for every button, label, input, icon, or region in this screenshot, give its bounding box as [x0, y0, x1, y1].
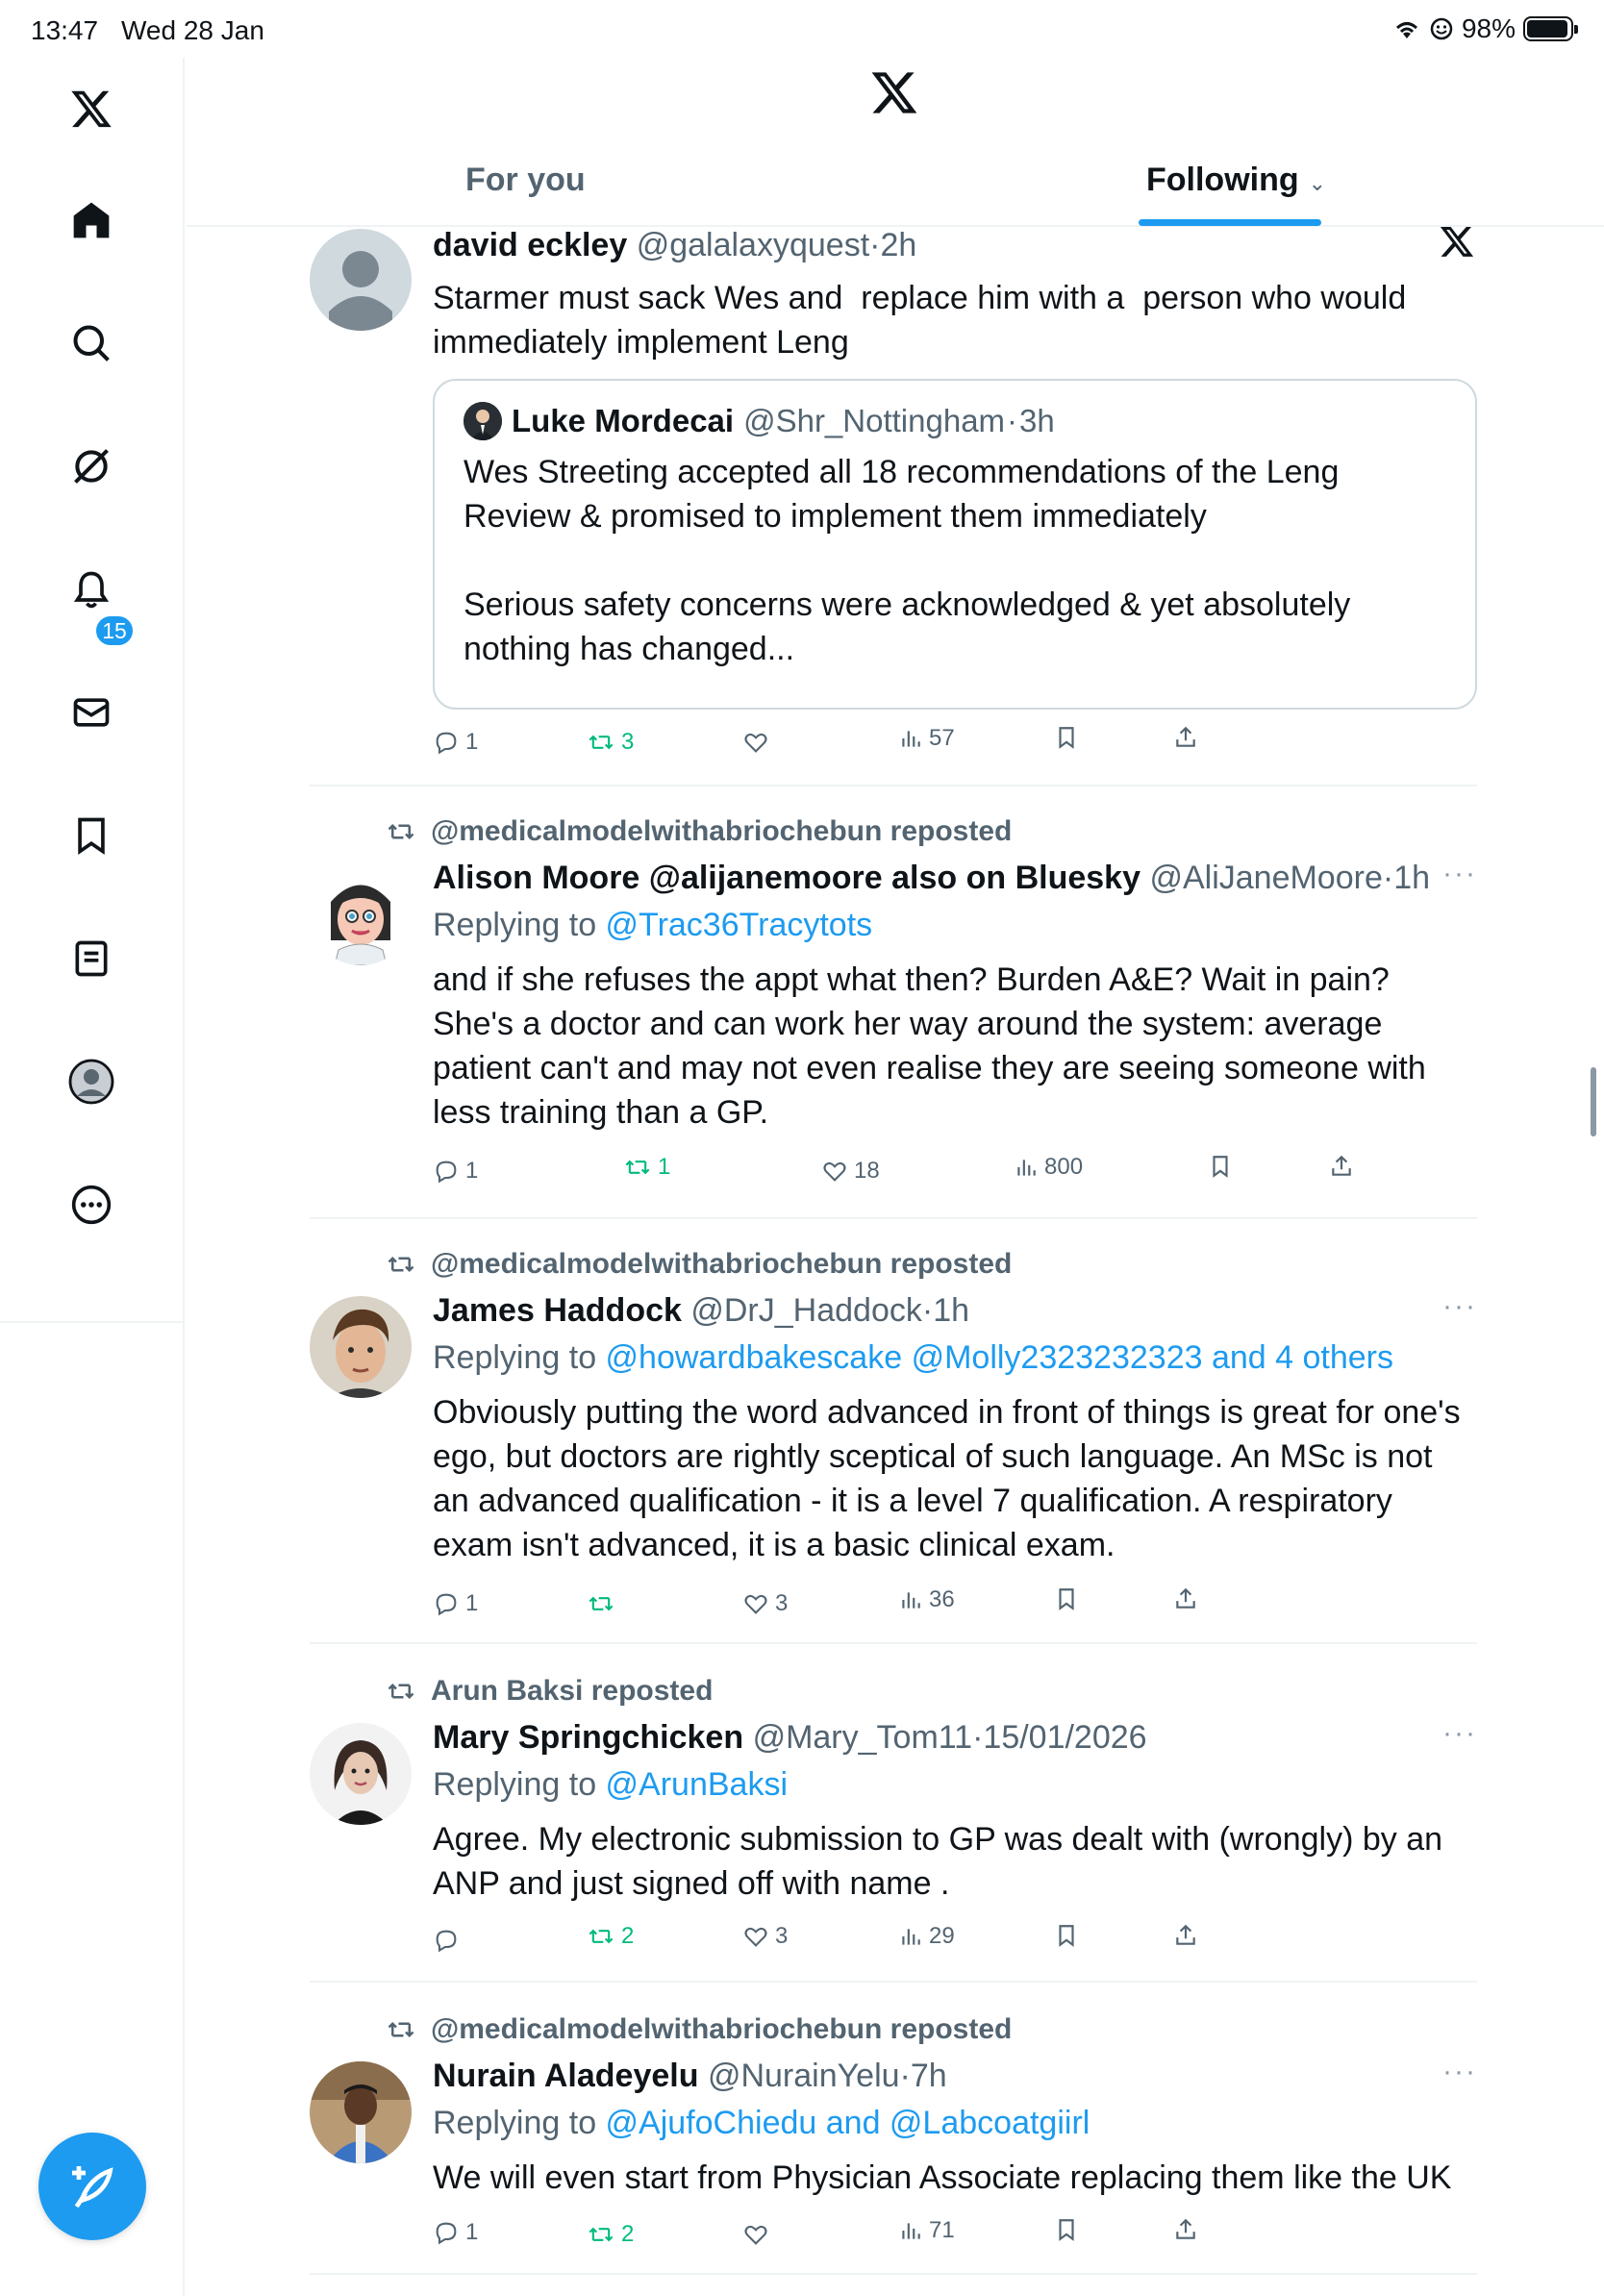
tweet-divider: [310, 785, 1477, 786]
bookmark-button[interactable]: [1054, 1586, 1079, 1611]
avatar[interactable]: [310, 1723, 412, 1825]
author-line: [433, 2058, 1477, 2095]
replying-prefix: Replying to: [433, 907, 606, 943]
messages-icon[interactable]: [63, 685, 119, 740]
views-count: 800: [1044, 1154, 1084, 1180]
reply-icon: [433, 729, 460, 756]
replying-to-link[interactable]: @Trac36Tracytots: [605, 907, 873, 943]
heart-icon: [821, 1158, 848, 1185]
x-header-logo-icon: [869, 67, 919, 122]
reply-icon: [433, 1590, 460, 1617]
tweet-card[interactable]: [310, 227, 1477, 785]
more-options-icon[interactable]: ···: [1442, 1290, 1477, 1322]
like-button[interactable]: [742, 1590, 788, 1617]
quoted-author-handle: @Shr_Nottingham: [743, 403, 1006, 438]
active-tab-indicator: [1139, 219, 1321, 226]
repost-small-icon: [385, 817, 417, 846]
chevron-down-icon: ⌄: [1308, 171, 1327, 195]
tab-for-you[interactable]: [465, 162, 586, 199]
bookmark-icon: [1054, 2217, 1079, 2242]
replying-to: [433, 1339, 1477, 1377]
close-icon[interactable]: [1439, 223, 1475, 264]
reply-count: 1: [465, 729, 479, 755]
author-line: [433, 1292, 1477, 1330]
repost-button[interactable]: [587, 2221, 634, 2248]
views-icon: [898, 2218, 923, 2243]
compose-feather-icon: [65, 2159, 119, 2213]
share-button[interactable]: [1173, 1923, 1198, 1948]
replying-to-link[interactable]: @AjufoChiedu and @Labcoatgiirl: [605, 2105, 1090, 2141]
share-icon: [1173, 2217, 1198, 2242]
heart-icon: [742, 729, 769, 756]
views-button[interactable]: [898, 2217, 955, 2244]
tweet-card[interactable]: [310, 2013, 1477, 2283]
reply-count: 1: [465, 1158, 479, 1184]
reply-icon: [433, 2219, 460, 2246]
lists-icon[interactable]: [63, 931, 119, 986]
repost-button[interactable]: [623, 1154, 670, 1181]
scrollbar-thumb[interactable]: [1591, 1067, 1596, 1136]
share-icon: [1329, 1154, 1354, 1179]
tweet-time: 1h: [1393, 860, 1431, 896]
search-icon[interactable]: [63, 315, 119, 371]
repost-button[interactable]: [587, 729, 634, 756]
dot-separator: ·: [921, 1292, 934, 1329]
status-bar: [0, 0, 1604, 58]
share-button[interactable]: [1329, 1154, 1354, 1179]
author-line: [433, 227, 1477, 264]
repost-small-icon: [385, 1677, 417, 1706]
bookmark-button[interactable]: [1208, 1154, 1233, 1179]
tweet-actions: [433, 1923, 1477, 1965]
heart-icon: [742, 1923, 769, 1950]
repost-icon: [623, 1154, 652, 1181]
bookmark-icon: [1054, 725, 1079, 750]
tweet-time: 1h: [933, 1292, 970, 1329]
profile-icon[interactable]: [63, 1054, 119, 1110]
more-icon[interactable]: [63, 1177, 119, 1233]
notification-count-badge: 15: [94, 614, 135, 647]
author-handle[interactable]: @Mary_Tom11: [752, 1719, 973, 1756]
avatar[interactable]: [310, 1296, 412, 1398]
bookmark-icon: [1208, 1154, 1233, 1179]
quoted-avatar: [464, 402, 502, 440]
like-count: 3: [775, 1923, 789, 1949]
like-button[interactable]: [742, 2221, 775, 2248]
tweet-actions: [433, 2219, 1477, 2258]
reply-button[interactable]: [433, 2219, 478, 2246]
views-button[interactable]: [1014, 1154, 1083, 1181]
tweet-text: Obviously putting the word advanced in front of things is great for one's ego, but doctors are rightly sceptical of such language. An MSc is not an advanced qualification - it is a level 7 qualification. A respiratory exam isn't advanced, it is a basic clinical exam.: [433, 1394, 1470, 1563]
share-icon: [1173, 1586, 1198, 1611]
repost-count: 1: [658, 1154, 671, 1180]
like-count: 3: [775, 1590, 789, 1616]
repost-attribution: [385, 1248, 1012, 1281]
replying-prefix: Replying to: [433, 1766, 606, 1803]
author-handle[interactable]: @AliJaneMoore: [1149, 860, 1383, 896]
author-name[interactable]: Mary Springchicken: [433, 1719, 744, 1756]
grok-icon[interactable]: [63, 438, 119, 494]
quoted-text: Wes Streeting accepted all 18 recommendations of the Leng Review & promised to implement them immediately Serious safety concerns were acknowledged & yet absolutely nothing has changed...: [464, 454, 1351, 667]
home-icon[interactable]: [63, 192, 119, 248]
status-time: 13:47: [31, 15, 99, 45]
heart-icon: [742, 2221, 769, 2248]
dot-separator: ·: [869, 227, 881, 263]
share-icon: [1173, 1923, 1198, 1948]
like-button[interactable]: [742, 729, 775, 756]
tweet-actions: [433, 1586, 1477, 1629]
like-button[interactable]: [742, 1923, 788, 1950]
more-options-icon[interactable]: ···: [1442, 2056, 1477, 2087]
repost-attribution: [385, 815, 1012, 848]
tweet-actions: [433, 1154, 1477, 1196]
compose-button[interactable]: [38, 2133, 146, 2240]
dot-separator: ·: [899, 2058, 911, 2094]
repost-count: 3: [621, 729, 635, 755]
tweet-time: 7h: [910, 2058, 947, 2094]
replying-to-link[interactable]: @ArunBaksi: [605, 1766, 789, 1803]
status-right: [1392, 13, 1573, 44]
dot-separator: ·: [972, 1719, 984, 1756]
focus-smiley-icon: [1429, 16, 1454, 41]
repost-button[interactable]: [587, 1590, 621, 1617]
replying-to-link[interactable]: @howardbakescake @Molly2323232323 and 4 others: [605, 1339, 1393, 1376]
repost-button[interactable]: [587, 1923, 634, 1950]
tab-for-you-label: For you: [465, 162, 586, 198]
sidebar: [0, 58, 185, 2296]
views-count: 36: [929, 1586, 955, 1612]
bookmark-icon: [1054, 1586, 1079, 1611]
author-handle[interactable]: @NurainYelu: [707, 2058, 900, 2094]
author-handle[interactable]: @galalaxyquest: [636, 227, 870, 263]
repost-count: 2: [621, 2221, 635, 2247]
tweet-divider: [310, 2273, 1477, 2275]
repost-icon: [587, 1923, 615, 1950]
more-options-icon[interactable]: ···: [1442, 1717, 1477, 1749]
reply-count: 1: [465, 1590, 479, 1616]
bookmark-button[interactable]: [1054, 1923, 1079, 1948]
views-button[interactable]: [898, 1923, 955, 1950]
reposted-by-label[interactable]: @medicalmodelwithabriochebun reposted: [431, 1248, 1013, 1280]
views-button[interactable]: [898, 1586, 955, 1613]
reposted-by-label[interactable]: @medicalmodelwithabriochebun reposted: [431, 2013, 1013, 2045]
author-line: [433, 1719, 1477, 1757]
tweet-card[interactable]: [310, 815, 1477, 1219]
tweet-text: We will even start from Physician Associate replacing them like the UK: [433, 2159, 1452, 2196]
heart-icon: [742, 1590, 769, 1617]
replying-prefix: Replying to: [433, 1339, 606, 1376]
quoted-author-line: [464, 402, 1446, 440]
quoted-dot: ·: [1007, 403, 1018, 438]
share-icon: [1173, 725, 1198, 750]
repost-attribution: [385, 1675, 713, 1708]
share-button[interactable]: [1173, 1586, 1198, 1611]
sidebar-divider: [0, 1321, 185, 1323]
views-icon: [898, 1587, 923, 1612]
notifications-icon[interactable]: [63, 562, 119, 617]
repost-count: 2: [621, 1923, 635, 1949]
wifi-icon: [1392, 17, 1421, 40]
replying-prefix: Replying to: [433, 2105, 606, 2141]
avatar[interactable]: [310, 863, 412, 965]
tweet-divider: [310, 1981, 1477, 1983]
share-button[interactable]: [1173, 2217, 1198, 2242]
repost-icon: [587, 1590, 615, 1617]
reposted-by-label[interactable]: Arun Baksi reposted: [431, 1675, 714, 1707]
views-icon: [898, 726, 923, 751]
like-button[interactable]: [821, 1158, 880, 1185]
views-icon: [898, 1924, 923, 1949]
author-line: [433, 860, 1477, 897]
views-count: 71: [929, 2217, 955, 2243]
repost-icon: [587, 729, 615, 756]
tweet-card[interactable]: [310, 1248, 1477, 1642]
quoted-author-name: Luke Mordecai: [512, 403, 735, 438]
tab-following-label: Following: [1146, 162, 1299, 198]
share-button[interactable]: [1173, 725, 1198, 750]
bookmarks-icon[interactable]: [63, 808, 119, 863]
avatar[interactable]: [310, 2061, 412, 2163]
tweet-time: 2h: [880, 227, 917, 263]
status-date: Wed 28 Jan: [121, 15, 264, 45]
author-name[interactable]: Nurain Aladeyelu: [433, 2058, 699, 2094]
avatar[interactable]: [310, 229, 412, 331]
repost-small-icon: [385, 1250, 417, 1279]
x-logo-icon[interactable]: [63, 81, 119, 137]
tweet-divider: [310, 1217, 1477, 1219]
bookmark-button[interactable]: [1054, 2217, 1079, 2242]
tweet-divider: [310, 1642, 1477, 1644]
reply-count: 1: [465, 2219, 479, 2245]
repost-small-icon: [385, 2015, 417, 2044]
reply-icon: [433, 1927, 460, 1954]
reply-button[interactable]: [433, 729, 478, 756]
dot-separator: ·: [1382, 860, 1394, 896]
reposted-by-label[interactable]: @medicalmodelwithabriochebun reposted: [431, 815, 1013, 847]
like-count: 18: [854, 1158, 880, 1184]
reply-button[interactable]: [433, 1590, 478, 1617]
replying-to: [433, 1766, 1477, 1804]
timeline-tabs: [187, 144, 1604, 227]
tweet-time: 15/01/2026: [983, 1719, 1147, 1756]
author-name[interactable]: James Haddock: [433, 1292, 682, 1329]
repost-icon: [587, 2221, 615, 2248]
replying-to: [433, 2105, 1477, 2142]
replying-to: [433, 907, 1477, 944]
more-options-icon[interactable]: ···: [1442, 858, 1477, 889]
views-icon: [1014, 1155, 1039, 1180]
reply-button[interactable]: [433, 1158, 478, 1185]
views-count: 29: [929, 1923, 955, 1949]
battery-icon: [1523, 16, 1573, 41]
author-handle[interactable]: @DrJ_Haddock: [690, 1292, 922, 1329]
tweet-text: Starmer must sack Wes and replace him with a person who would immediately implement Leng: [433, 280, 1416, 361]
tab-following[interactable]: [1146, 162, 1326, 199]
battery-percent: 98%: [1461, 13, 1516, 43]
tweet-card[interactable]: [310, 1675, 1477, 1983]
quoted-time: 3h: [1019, 403, 1055, 438]
views-button[interactable]: [898, 725, 955, 752]
tweet-text: Agree. My electronic submission to GP was dealt with (wrongly) by an ANP and just signed off with name .: [433, 1821, 1450, 1902]
views-count: 57: [929, 725, 955, 751]
reply-button[interactable]: [433, 1927, 465, 1954]
tweet-actions: [433, 725, 1477, 767]
repost-attribution: [385, 2013, 1012, 2046]
tweet-text: and if she refuses the appt what then? Burden A&E? Wait in pain? She's a doctor and can work her way around the system: average patient can't and may not even realise they are seeing someone with less training than a GP.: [433, 961, 1436, 1131]
author-name[interactable]: david eckley: [433, 227, 628, 263]
author-name[interactable]: Alison Moore @alijanemoore also on Bluesky: [433, 860, 1140, 896]
bookmark-icon: [1054, 1923, 1079, 1948]
reply-icon: [433, 1158, 460, 1185]
bookmark-button[interactable]: [1054, 725, 1079, 750]
quoted-tweet[interactable]: [433, 379, 1477, 710]
